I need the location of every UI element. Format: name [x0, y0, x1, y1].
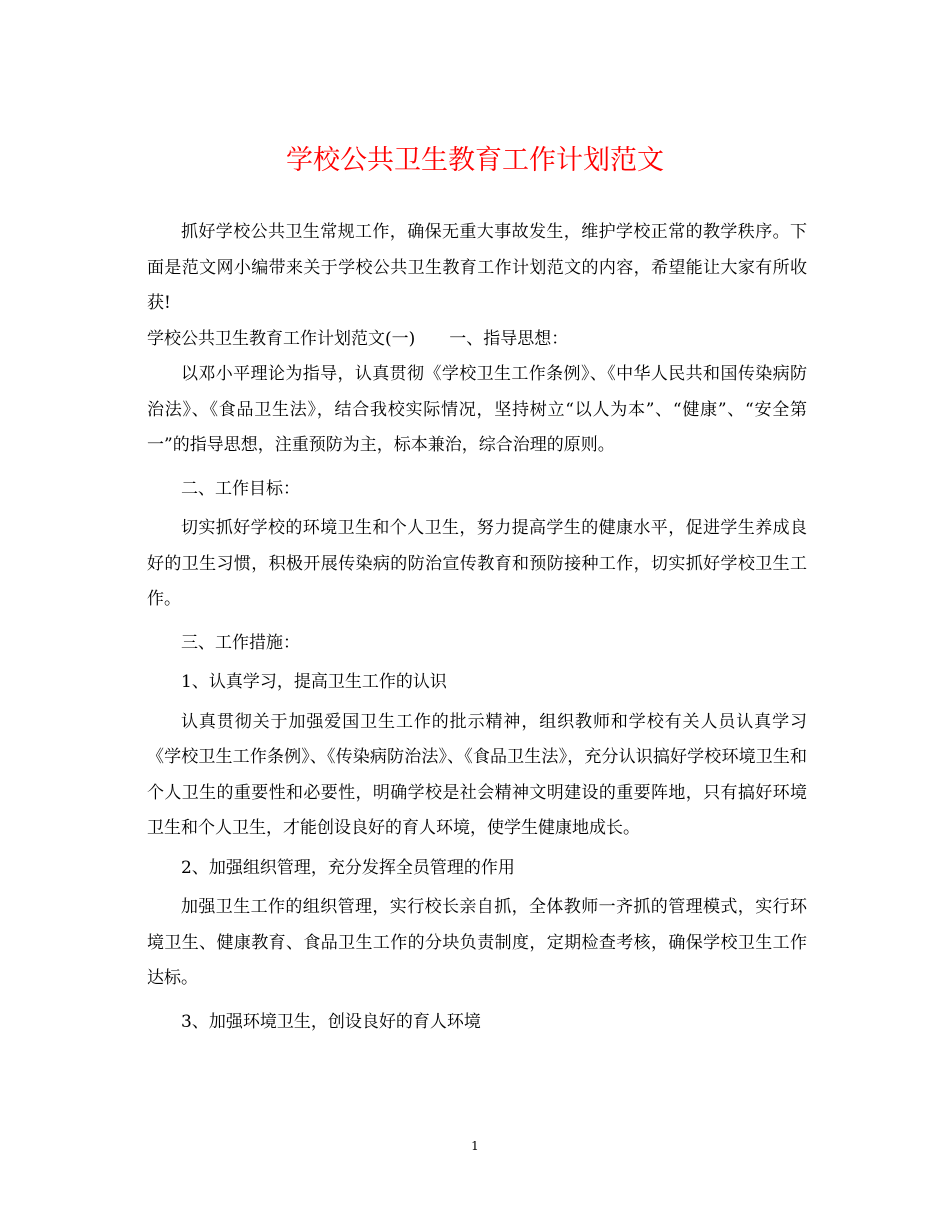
- measure-1-heading: 1、认真学习，提高卫生工作的认识: [181, 672, 447, 692]
- measure-1-paragraph: 认真贯彻关于加强爱国卫生工作的批示精神，组织教师和学校有关人员认真学习《学校卫生工作条例》、《传染病防治法》、《食品卫生法》，充分认识搞好学校环境卫生和个人卫生的重要性和必要性，明确学校是社会精神文明建设的重要阵地，只有搞好环境卫生和个人卫生，才能创设良好的育人环境，使学生健康地成长。: [147, 711, 807, 838]
- measure-2-heading: 2、加强组织管理，充分发挥全员管理的作用: [181, 857, 515, 878]
- document-title: 学校公共卫生教育工作计划范文: [286, 145, 664, 176]
- document-body: [147, 215, 807, 1040]
- page-number: 1: [471, 1139, 479, 1153]
- measure-2-paragraph: 加强卫生工作的组织管理，实行校长亲自抓，全体教师一齐抓的管理模式，实行环境卫生、健康教育、食品卫生工作的分块负责制度，定期检查考核，确保学校卫生工作达标。: [147, 897, 807, 988]
- guiding-ideology-paragraph: 以邓小平理论为指导，认真贯彻《学校卫生工作条例》、《中华人民共和国传染病防治法》、《食品卫生法》，结合我校实际情况，坚持树立“以人为本”、“健康”、“安全第一”的指导思想，注重预防为主，标本兼治，综合治理的原则。: [147, 364, 807, 455]
- measure-3-heading: 3、加强环境卫生，创设良好的育人环境: [181, 1011, 481, 1032]
- intro-paragraph: 抓好学校公共卫生常规工作，确保无重大事故发生，维护学校正常的教学秩序。下面是范文网小编带来关于学校公共卫生教育工作计划范文的内容，希望能让大家有所收获!: [147, 222, 807, 313]
- section-heading-plan-one: 学校公共卫生教育工作计划范文(一) 一、指导思想：: [147, 328, 569, 349]
- section-heading-measures: 三、工作措施：: [181, 632, 300, 653]
- goals-paragraph: 切实抓好学校的环境卫生和个人卫生，努力提高学生的健康水平，促进学生养成良好的卫生习惯，积极开展传染病的防治宣传教育和预防接种工作，切实抓好学校卫生工作。: [147, 518, 807, 609]
- section-heading-goals: 二、工作目标：: [181, 478, 300, 499]
